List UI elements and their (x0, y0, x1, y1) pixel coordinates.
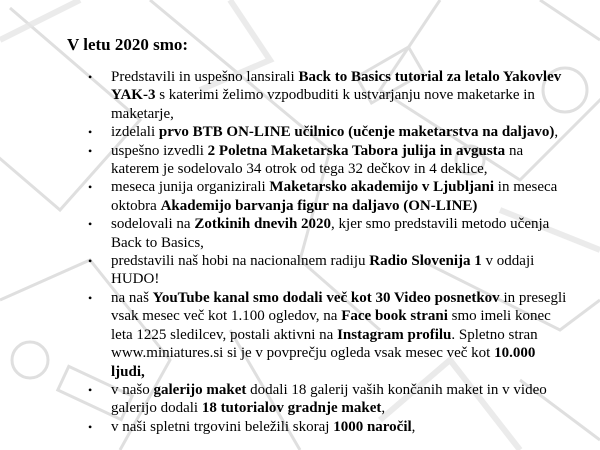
body-text: v oddaji HUDO! (111, 253, 535, 288)
list-item (68, 418, 568, 436)
body-text: na naš (111, 289, 153, 306)
body-text: in meseca oktobra (111, 179, 558, 214)
bold-text: 18 tutorialov gradnje maket (201, 400, 382, 417)
body-text: , kjer smo predstavili metodo učenja Back to Basics, (111, 216, 550, 251)
bold-text: galerijo maket (153, 381, 247, 398)
bold-text: Instagram profilu (337, 326, 452, 343)
body-text: , (381, 400, 386, 417)
achievements-list (68, 68, 568, 436)
body-text: sodelovali na (111, 216, 195, 233)
body-text: in presegli vsak mesec več kot 1.100 ogledov, na (111, 289, 567, 325)
bold-text: 1000 naročil (333, 418, 412, 435)
section-heading: V letu 2020 smo: (67, 35, 189, 54)
list-item (68, 252, 568, 289)
body-text: , (554, 124, 559, 141)
body-text: smo imeli konec leta 1225 sledilcev, postali aktivni na (111, 308, 551, 343)
body-text: dodali 18 galerij vaših končanih maket in v video galerijo dodali (111, 381, 547, 417)
list-item (68, 68, 568, 123)
body-text: v našo (111, 381, 154, 398)
body-text: meseca junija organizirali (111, 179, 270, 196)
bold-text: YouTube kanal smo dodali več kot 30 Video posnetkov (152, 289, 500, 306)
body-text: Predstavili in uspešno lansirali (111, 69, 299, 85)
bold-text: Back to Basics tutorial za letalo Yakovlev YAK-3 (111, 69, 562, 104)
body-text: na katerem je sodelovalo 34 otrok od tega 32 dečkov in 4 deklice, (111, 142, 524, 178)
list-item (68, 381, 568, 418)
bold-text: Zotkinih dnevih 2020 (194, 216, 332, 233)
bold-text: 10.000 ljudi, (111, 345, 536, 380)
body-text: predstavili naš hobi na nacionalnem radiju (111, 253, 370, 270)
list-item (68, 142, 568, 179)
body-text: . Spletno stran www.miniatures.si si je v povprečju ogleda vsak mesec več kot (111, 326, 538, 362)
body-text: v naši spletni trgovini beležili skoraj (111, 418, 334, 435)
bold-text: 2 Poletna Maketarska Tabora julija in avgusta (207, 142, 506, 159)
list-item (68, 215, 568, 252)
bold-text: Akademijo barvanja figur na daljavo (ON-LINE) (160, 197, 478, 214)
body-text: izdelali (111, 124, 159, 141)
body-text: uspešno izvedli (111, 142, 208, 159)
bold-text: prvo BTB ON-LINE učilnico (učenje maketarstva na daljavo) (158, 124, 555, 141)
list-item (68, 178, 568, 215)
body-text: , (411, 418, 416, 435)
bold-text: Maketarsko akademijo v Ljubljani (269, 179, 495, 196)
bold-text: Radio Slovenija 1 (369, 253, 482, 270)
list-item (68, 123, 568, 141)
body-text: s katerimi želimo vzpodbuditi k ustvarjanju nove maketarke in maketarje, (111, 87, 535, 122)
bold-text: Face book strani (341, 308, 448, 325)
list-item (68, 289, 568, 381)
